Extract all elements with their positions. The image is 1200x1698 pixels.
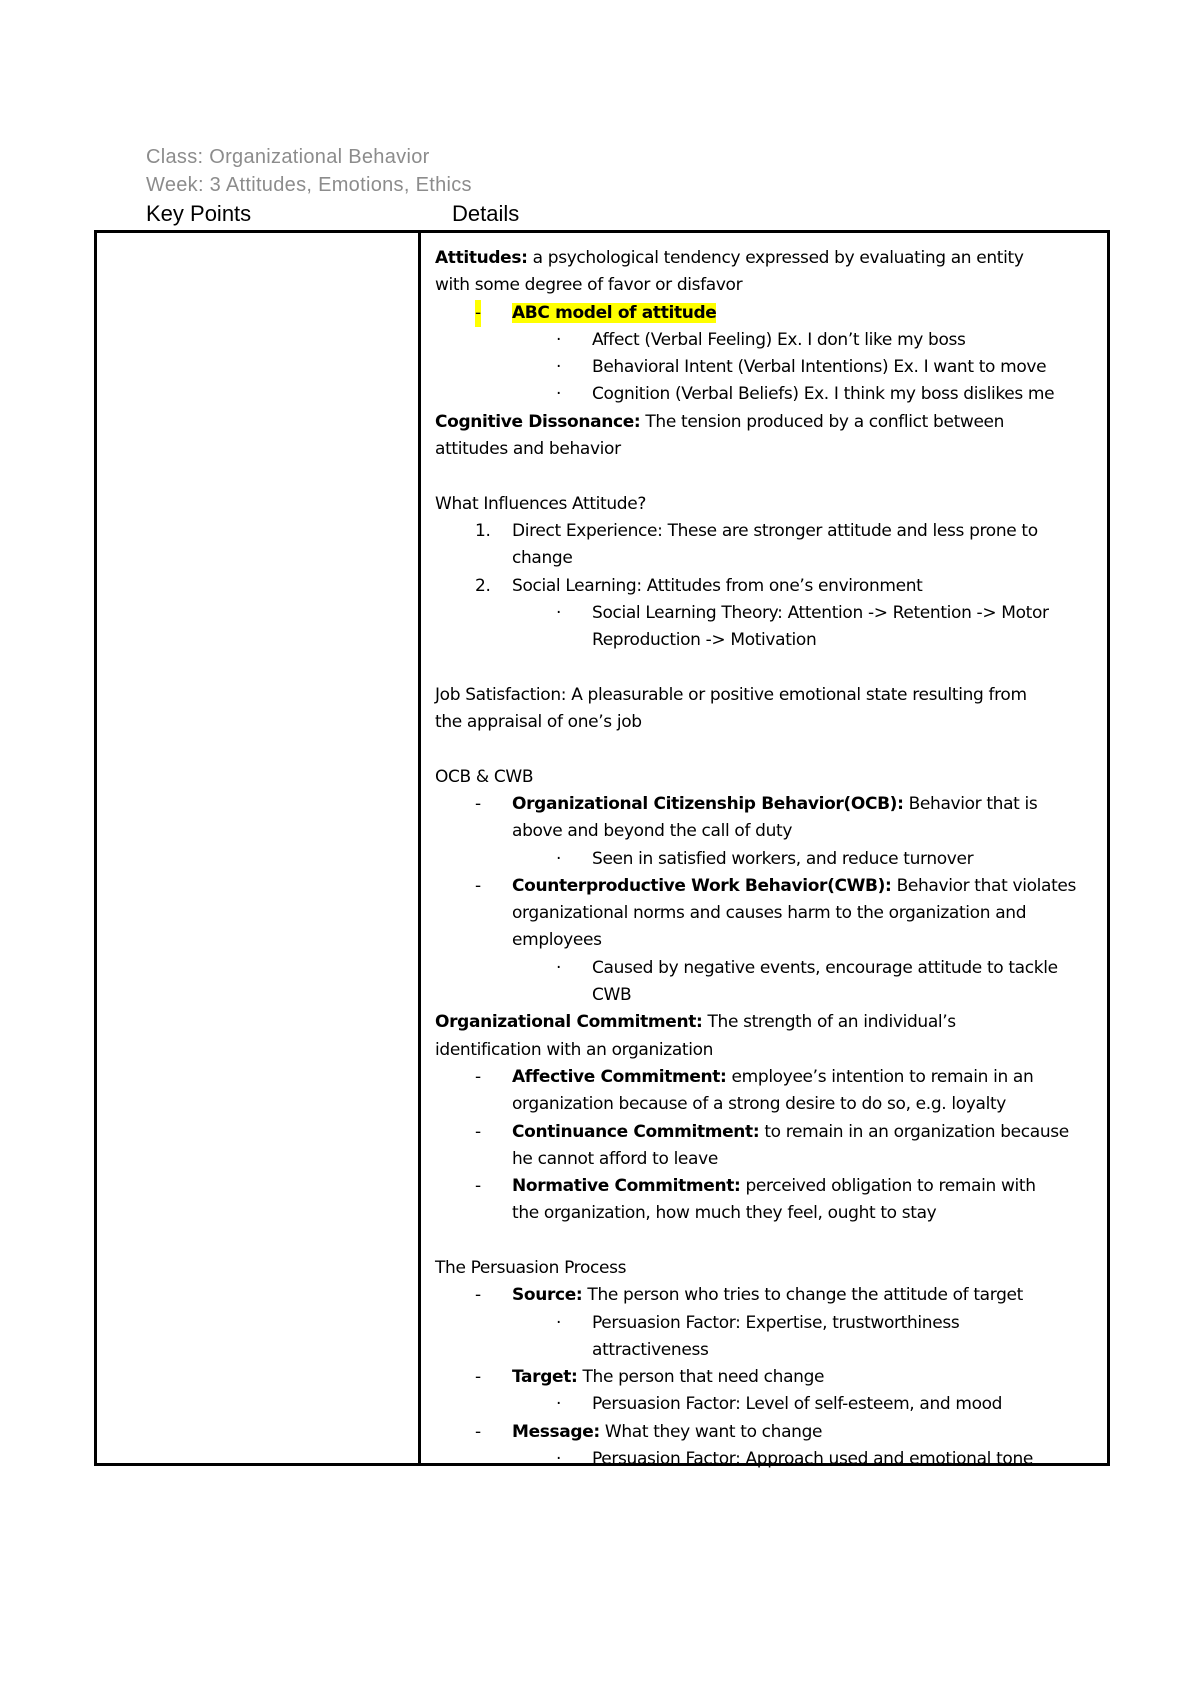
- class-title: Class: Organizational Behavior: [146, 146, 430, 168]
- definition-text: employee’s intention to remain in an: [726, 1066, 1034, 1087]
- note-line: he cannot afford to leave: [512, 1148, 718, 1169]
- note-line: Reproduction -> Motivation: [592, 630, 817, 651]
- definition-text: What they want to change: [599, 1421, 823, 1442]
- blank-line: [435, 1228, 1105, 1255]
- note-line: CWB: [592, 985, 632, 1006]
- bullet-text: Social Learning Theory: Attention -> Retention -> Motor: [592, 602, 1049, 623]
- note-line: [435, 300, 1105, 327]
- note-line: employees: [512, 930, 602, 951]
- dash-marker: -: [475, 1066, 481, 1087]
- note-line: [435, 1173, 1105, 1200]
- term: Organizational Citizenship Behavior(OCB):: [512, 793, 904, 814]
- definition-text: The tension produced by a conflict between: [640, 411, 1005, 432]
- note-line: identification with an organization: [435, 1039, 714, 1060]
- note-line: organizational norms and causes harm to the organization and: [512, 903, 1027, 924]
- column-divider: [418, 233, 421, 1463]
- note-line: attractiveness: [592, 1339, 709, 1360]
- term: Message:: [512, 1421, 600, 1442]
- note-line: [435, 327, 1105, 354]
- section-heading: What Influences Attitude?: [435, 493, 646, 514]
- term: Continuance Commitment:: [512, 1121, 760, 1142]
- note-line: Job Satisfaction: A pleasurable or positive emotional state resulting from: [435, 684, 1027, 705]
- dash-marker: -: [475, 1176, 481, 1197]
- term: Counterproductive Work Behavior(CWB):: [512, 875, 892, 896]
- note-line: the organization, how much they feel, ought to stay: [512, 1203, 937, 1224]
- dash-marker: -: [475, 1367, 481, 1388]
- list-text: Social Learning: Attitudes from one’s environment: [512, 575, 923, 596]
- note-line: change: [512, 548, 573, 569]
- week-title: Week: 3 Attitudes, Emotions, Ethics: [146, 174, 472, 196]
- bullet-marker: ·: [556, 1312, 562, 1333]
- bullet-text: Cognition (Verbal Beliefs) Ex. I think my boss dislikes me: [592, 384, 1055, 405]
- details-header: Details: [452, 201, 520, 226]
- note-line: [435, 1119, 1105, 1146]
- note-line: [435, 1419, 1105, 1446]
- highlighted-term: ABC model of attitude: [512, 302, 717, 323]
- dash-marker: -: [475, 300, 481, 327]
- note-line: [435, 873, 1105, 900]
- bullet-marker: ·: [556, 957, 562, 978]
- bullet-marker: ·: [556, 848, 562, 869]
- bullet-marker: ·: [556, 1449, 562, 1470]
- bullet-text: Affect (Verbal Feeling) Ex. I don’t like my boss: [592, 329, 966, 350]
- dash-marker: -: [475, 875, 481, 896]
- definition-text: to remain in an organization because: [759, 1121, 1069, 1142]
- bullet-marker: ·: [556, 357, 562, 378]
- blank-line: [435, 736, 1105, 763]
- note-line: [435, 600, 1105, 627]
- bullet-text: Seen in satisfied workers, and reduce turnover: [592, 848, 974, 869]
- key-points-column: [97, 233, 418, 1463]
- term: Attitudes:: [435, 248, 528, 268]
- term: Normative Commitment:: [512, 1176, 741, 1197]
- details-column: [435, 245, 1105, 1473]
- definition-text: a psychological tendency expressed by evaluating an entity: [527, 248, 1024, 268]
- bullet-text: Persuasion Factor: Approach used and emotional tone: [592, 1449, 1033, 1470]
- note-line: organization because of a strong desire to do so, e.g. loyalty: [512, 1094, 1006, 1115]
- blank-line: [435, 463, 1105, 490]
- definition-text: The strength of an individual’s: [702, 1012, 956, 1033]
- note-line: [435, 1009, 1105, 1036]
- bullet-text: Persuasion Factor: Expertise, trustworthiness: [592, 1312, 960, 1333]
- section-heading: The Persuasion Process: [435, 1257, 627, 1278]
- term: Target:: [512, 1367, 578, 1388]
- note-line: attitudes and behavior: [435, 439, 621, 460]
- section-heading: OCB & CWB: [435, 766, 534, 787]
- note-line: [435, 1064, 1105, 1091]
- term: Cognitive Dissonance:: [435, 411, 641, 432]
- note-line: above and beyond the call of duty: [512, 821, 793, 842]
- dash-marker: -: [475, 1421, 481, 1442]
- bullet-marker: ·: [556, 602, 562, 623]
- term: Source:: [512, 1285, 583, 1306]
- definition-text: perceived obligation to remain with: [740, 1176, 1036, 1197]
- note-line: [435, 354, 1105, 381]
- list-text: Direct Experience: These are stronger attitude and less prone to: [512, 520, 1038, 541]
- note-line: [435, 518, 1105, 545]
- term: Organizational Commitment:: [435, 1012, 703, 1033]
- bullet-text: Behavioral Intent (Verbal Intentions) Ex. I want to move: [592, 357, 1047, 378]
- note-line: [435, 1364, 1105, 1391]
- bullet-marker: ·: [556, 329, 562, 350]
- note-line: [435, 791, 1105, 818]
- bullet-marker: ·: [556, 1394, 562, 1415]
- bullet-text: Caused by negative events, encourage attitude to tackle: [592, 957, 1058, 978]
- notes-table: [94, 230, 1110, 1470]
- note-line: [435, 1391, 1105, 1418]
- note-line: the appraisal of one’s job: [435, 712, 642, 733]
- blank-line: [435, 654, 1105, 681]
- number-marker: 1.: [475, 520, 491, 541]
- definition-text: The person who tries to change the attitude of target: [582, 1285, 1023, 1306]
- definition-text: The person that need change: [577, 1367, 825, 1388]
- definition-text: Behavior that violates: [891, 875, 1076, 896]
- bullet-marker: ·: [556, 384, 562, 405]
- note-line: [435, 846, 1105, 873]
- note-line: [435, 1446, 1105, 1473]
- note-line: [435, 381, 1105, 408]
- note-line: [435, 1282, 1105, 1309]
- note-line: [435, 1310, 1105, 1337]
- note-line: [435, 573, 1105, 600]
- note-line: with some degree of favor or disfavor: [435, 275, 743, 296]
- dash-marker: -: [475, 1285, 481, 1306]
- dash-marker: -: [475, 793, 481, 814]
- note-line: [435, 955, 1105, 982]
- definition-text: Behavior that is: [903, 793, 1038, 814]
- term: Affective Commitment:: [512, 1066, 727, 1087]
- dash-marker: -: [475, 1121, 481, 1142]
- note-line: [435, 245, 1105, 272]
- number-marker: 2.: [475, 575, 491, 596]
- note-line: [435, 409, 1105, 436]
- bullet-text: Persuasion Factor: Level of self-esteem, and mood: [592, 1394, 1003, 1415]
- key-points-header: Key Points: [146, 201, 252, 226]
